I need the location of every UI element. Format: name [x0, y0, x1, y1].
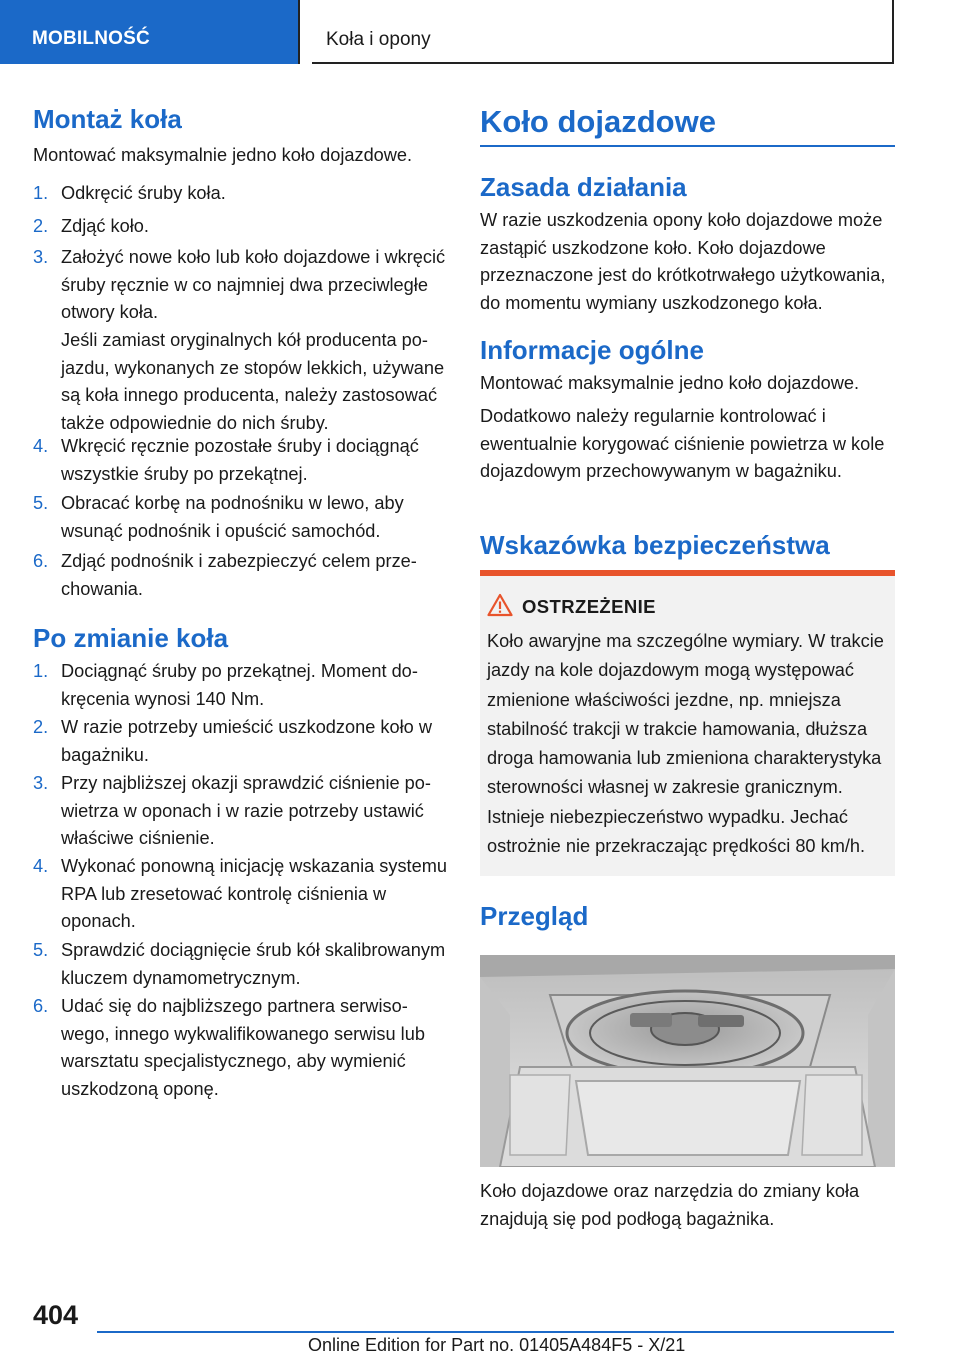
header-chapter-box — [312, 0, 894, 64]
montaz-intro: Montować maksymalnie jedno koło dojazdowe. — [33, 145, 413, 165]
list-item — [33, 180, 447, 208]
list-number: 3. — [33, 773, 49, 793]
warning-label: OSTRZEŻENIE — [522, 596, 656, 617]
list-item — [33, 714, 447, 769]
list-item — [33, 853, 447, 936]
heading-informacje: Informacje ogólne — [480, 335, 704, 365]
list-text: Wkręcić ręcznie pozostałe śruby i dociągnąć wszystkie śruby po przekątnej. — [61, 436, 419, 484]
list-text: Zdjąć koło. — [61, 216, 149, 236]
list-item — [33, 770, 447, 853]
footer-rule — [97, 1331, 894, 1333]
list-number: 3. — [33, 247, 49, 267]
informacje-p2: Dodatkowo należy regularnie kontrolować i ewentualnie korygować ciśnienie powietrza w kole dojazdowym przechowywanym w bagażniku. — [480, 406, 885, 482]
list-text: Obracać korbę na podnośniku w lewo, aby wsunąć podnośnik i opuścić samochód. — [61, 493, 404, 541]
page-title: Koło dojazdowe — [480, 104, 716, 139]
list-item — [33, 213, 447, 241]
heading-zasada: Zasada działania — [480, 172, 687, 202]
list-number: 1. — [33, 661, 49, 681]
warning-triangle-icon — [487, 593, 513, 617]
zasada-text: W razie uszkodzenia opony koło dojazdowe może zastąpić uszkodzone koło. Koło dojazdowe przeznaczone jest do krótkotrwałego użytkowania, do momentu wymiany uszkodzonego koła. — [480, 210, 886, 313]
informacje-p1: Montować maksymalnie jedno koło dojazdowe. — [480, 373, 860, 393]
list-number: 5. — [33, 493, 49, 513]
list-item — [33, 490, 447, 545]
header-chapter-label: Koła i opony — [326, 29, 431, 50]
header-section-label: MOBILNOŚĆ — [32, 28, 150, 49]
page-number: 404 — [33, 1300, 79, 1330]
footer-edition: Online Edition for Part no. 01405A484F5 - X/21 — [308, 1335, 686, 1355]
list-text: Zdjąć podnośnik i zabezpieczyć celem przechowania. — [61, 551, 417, 599]
list-text: Założyć nowe koło lub koło dojazdowe i wkręcić śruby ręcznie w co najmniej dwa przeciwległe otwory koła. — [61, 247, 446, 323]
list-text: Przy najbliższej okazji sprawdzić ciśnienie powietrza w oponach i w razie potrzeby ustawić właściwe ciśnienie. — [61, 773, 431, 849]
list-item — [33, 658, 447, 713]
header-section-tab — [0, 0, 298, 64]
list-number: 2. — [33, 216, 49, 236]
title-underline — [480, 145, 895, 147]
header-separator — [298, 0, 300, 64]
trunk-spare-wheel-image — [480, 955, 895, 1167]
warning-text: Koło awaryjne ma szczególne wymiary. W trakcie jazdy na kole dojazdowym mogą występować zmienione właściwości jezdne, np. mniejsza stabilność trakcji w trakcie hamowania, dłuższa droga hamowania lub zmieniona charakterystyka sterowności własnej w zakresie granicznym. Istnieje niebezpieczeństwo wypadku. Jechać ostrożnie nie przekraczając prędkości 80 km/h. — [487, 631, 884, 857]
list-text: Odkręcić śruby koła. — [61, 183, 226, 203]
list-text: Udać się do najbliższego partnera serwisowego, innego wykwalifikowanego serwisu lub warsztatu specjalistycznego, aby wymienić uszkodzoną oponę. — [61, 996, 425, 1099]
list-text: W razie potrzeby umieścić uszkodzone koło w bagażniku. — [61, 717, 432, 765]
list-item — [33, 937, 447, 992]
list-text: Wykonać ponowną inicjację wskazania systemu RPA lub zresetować kontrolę ciśnienia w oponach. — [61, 856, 447, 932]
list-item — [33, 993, 447, 1103]
list-number: 4. — [33, 856, 49, 876]
list-number: 6. — [33, 996, 49, 1016]
list-number: 5. — [33, 940, 49, 960]
list-text: Dociągnąć śruby po przekątnej. Moment dokręcenia wynosi 140 Nm. — [61, 661, 418, 709]
list-text: Sprawdzić dociągnięcie śrub kół skalibrowanym kluczem dynamometrycznym. — [61, 940, 446, 988]
list-number: 6. — [33, 551, 49, 571]
list-item — [33, 244, 447, 327]
list-item — [33, 433, 447, 488]
list-number: 1. — [33, 183, 49, 203]
photo-caption: Koło dojazdowe oraz narzędzia do zmiany koła znajdują się pod podłogą bagażnika. — [480, 1181, 860, 1229]
list-item — [33, 548, 447, 603]
heading-przeglad: Przegląd — [480, 901, 589, 931]
list-number: 2. — [33, 717, 49, 737]
heading-wskazowka: Wskazówka bezpieczeństwa — [480, 530, 830, 560]
step3-note: Jeśli zamiast oryginalnych kół producenta pojazdu, wykonanych ze stopów lekkich, używane są koła innego producenta, należy zastosować także odpowiednie do nich śruby. — [61, 330, 445, 433]
heading-po-zmianie: Po zmianie koła — [33, 623, 229, 653]
heading-montaz: Montaż koła — [33, 104, 182, 134]
list-number: 4. — [33, 436, 49, 456]
